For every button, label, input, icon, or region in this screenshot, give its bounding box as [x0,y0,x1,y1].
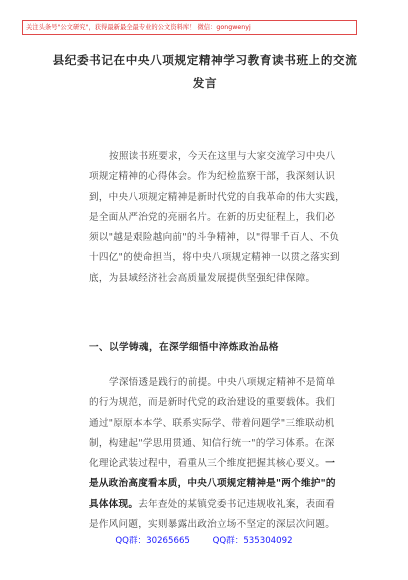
paragraph-line: 是全面从严治党的亮丽名片。在新的历史征程上，我们必 [89,211,336,223]
document-title-line1: 县纪委书记在中央八项规定精神学习教育读书班上的交流 [52,53,358,67]
paragraph-line [89,495,354,515]
paragraph-line: 到，中央八项规定精神是新时代党的自我革命的伟大实践， [89,191,345,203]
document-title-line2: 发言 [192,76,218,90]
line-text: 去年查处的某镇党委书记违规收礼案，表面看 [138,498,336,510]
paragraph-intro [89,147,354,289]
bold-emphasis: 是从政治高度看本质，中央八项规定精神是"两个维护"的 [89,478,336,490]
line-text: 学深悟透是践行的前提。中央八项规定精神不是简单 [109,377,336,388]
line-text: 制，构建起"学思用贯通、知信行统一"的学习体系。在深 [89,437,335,449]
paragraph-line [89,434,354,454]
paragraph-section1 [89,373,354,535]
line-text: 是作风问题，实则暴露出政治立场不坚定的深层次问题。 [89,519,336,531]
section-heading-1: 一、以学铸魂，在深学细悟中淬炼政治品格 [89,342,279,353]
bold-emphasis: 一 [325,458,336,470]
paragraph-line: 项规定精神的心得体会。作为纪检监察干部，我深刻认识 [89,171,336,183]
promo-banner: 关注头条号"公文研究"，获得最新最全最专业的公文资料库！ 微信：gongwenyj [22,20,357,35]
paragraph-line: 须以"越是艰险越向前"的斗争精神，以"得罪千百人、不负 [89,232,340,244]
footer-contact [0,534,408,546]
paragraph-line: 底，为县域经济社会高质量发展提供坚强纪律保障。 [89,272,316,284]
paragraph-line: 十四亿"的使命担当，将中央八项规定精神一以贯之落实到 [89,252,340,264]
paragraph-line [89,454,354,474]
paragraph-line [89,393,354,413]
paragraph-line [89,515,354,535]
paragraph-line [89,373,354,393]
bold-emphasis: 具体体现。 [89,498,139,510]
qq-group-1: QQ群：30265665 [115,536,190,546]
qq-group-2: QQ群：535304092 [212,536,293,546]
paragraph-line: 按照读书班要求，今天在这里与大家交流学习中央八 [109,151,336,162]
paragraph-line [89,414,354,434]
line-text: 的行为规范，而是新时代党的政治建设的重要载体。我们 [89,397,336,409]
line-text: 化理论武装过程中，看重从三个维度把握其核心要义。 [89,458,326,470]
line-text: 通过"原原本本学、联系实际学、带着问题学"三维联动机 [89,417,335,429]
paragraph-line [89,474,354,494]
